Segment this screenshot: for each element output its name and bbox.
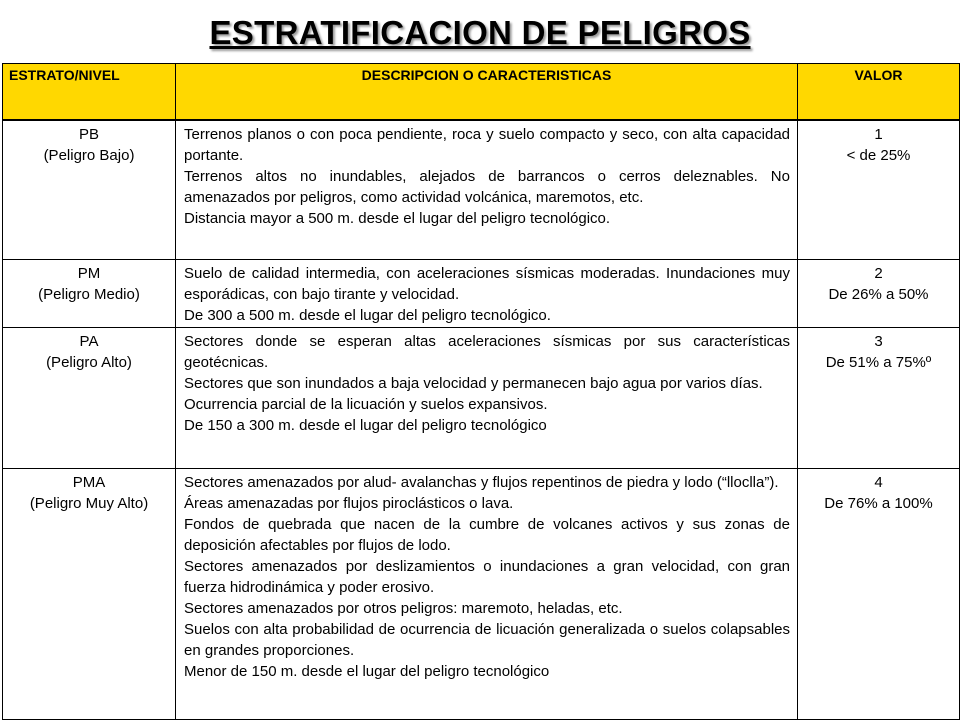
value-range: De 26% a 50% — [828, 286, 929, 303]
value-number: 3 — [874, 333, 883, 350]
value-number: 1 — [874, 126, 883, 143]
header-level: ESTRATO/NIVEL — [3, 64, 176, 121]
level-name: (Peligro Bajo) — [43, 147, 135, 164]
level-code: PA — [79, 333, 99, 350]
level-code: PMA — [72, 474, 106, 491]
table-header-row — [3, 64, 960, 121]
description-line: Distancia mayor a 500 m. desde el lugar del peligro tecnológico. — [184, 210, 611, 227]
value-number: 4 — [874, 474, 883, 491]
value-cell — [798, 120, 960, 260]
level-cell — [3, 260, 176, 328]
value-cell — [798, 328, 960, 469]
level-code: PM — [77, 265, 101, 282]
level-name: (Peligro Muy Alto) — [29, 495, 149, 512]
description-line: De 150 a 300 m. desde el lugar del peligro tecnológico — [184, 417, 547, 434]
description-line: Terrenos altos no inundables, alejados de barrancos o cerros deleznables. No amenazados por peligros, como actividad volcánica, maremotos, etc. — [184, 168, 790, 206]
page-title: ESTRATIFICACION DE PELIGROS — [209, 14, 751, 51]
description-line: Suelo de calidad intermedia, con aceleraciones sísmicas moderadas. Inundaciones muy esporádicas, con bajo tirante y velocidad. — [184, 265, 790, 303]
description-line: Sectores amenazados por otros peligros: maremoto, heladas, etc. — [184, 600, 623, 617]
description-line: Ocurrencia parcial de la licuación y suelos expansivos. — [184, 396, 548, 413]
table-row — [3, 260, 960, 328]
level-code: PB — [78, 126, 99, 143]
description-cell — [176, 469, 798, 720]
level-cell — [3, 328, 176, 469]
description-line: Sectores donde se esperan altas aceleraciones sísmicas por sus características geotécnicas. — [184, 333, 790, 371]
table-row — [3, 328, 960, 469]
table-row — [3, 120, 960, 260]
level-cell — [3, 469, 176, 720]
description-line: Suelos con alta probabilidad de ocurrencia de licuación generalizada o suelos colapsables en grandes proporciones. — [184, 621, 790, 659]
description-line: Sectores que son inundados a baja velocidad y permanecen bajo agua por varios días. — [184, 375, 763, 392]
description-line: Fondos de quebrada que nacen de la cumbre de volcanes activos y sus zonas de deposición afectables por flujos de lodo. — [184, 516, 790, 554]
value-range: De 51% a 75%º — [825, 354, 932, 371]
header-value: VALOR — [798, 64, 960, 121]
header-description: DESCRIPCION O CARACTERISTICAS — [176, 64, 798, 121]
description-line: De 300 a 500 m. desde el lugar del peligro tecnológico. — [184, 307, 551, 324]
hazard-table — [2, 63, 960, 720]
level-name: (Peligro Medio) — [38, 286, 140, 303]
description-line: Menor de 150 m. desde el lugar del peligro tecnológico — [184, 663, 550, 680]
description-cell — [176, 260, 798, 328]
value-range: De 76% a 100% — [824, 495, 933, 512]
description-cell — [176, 120, 798, 260]
table-row — [3, 469, 960, 720]
description-line: Áreas amenazadas por flujos piroclásticos o lava. — [184, 495, 514, 512]
description-line: Sectores amenazados por alud- avalanchas y flujos repentinos de piedra y lodo (“lloclla”). — [184, 474, 779, 491]
level-name: (Peligro Alto) — [46, 354, 132, 371]
description-cell — [176, 328, 798, 469]
value-range: < de 25% — [846, 147, 911, 164]
description-line: Terrenos planos o con poca pendiente, roca y suelo compacto y seco, con alta capacidad portante. — [184, 126, 790, 164]
value-cell — [798, 260, 960, 328]
value-cell — [798, 469, 960, 720]
value-number: 2 — [874, 265, 883, 282]
description-line: Sectores amenazados por deslizamientos o inundaciones a gran velocidad, con gran fuerza hidrodinámica y poder erosivo. — [184, 558, 790, 596]
level-cell — [3, 120, 176, 260]
